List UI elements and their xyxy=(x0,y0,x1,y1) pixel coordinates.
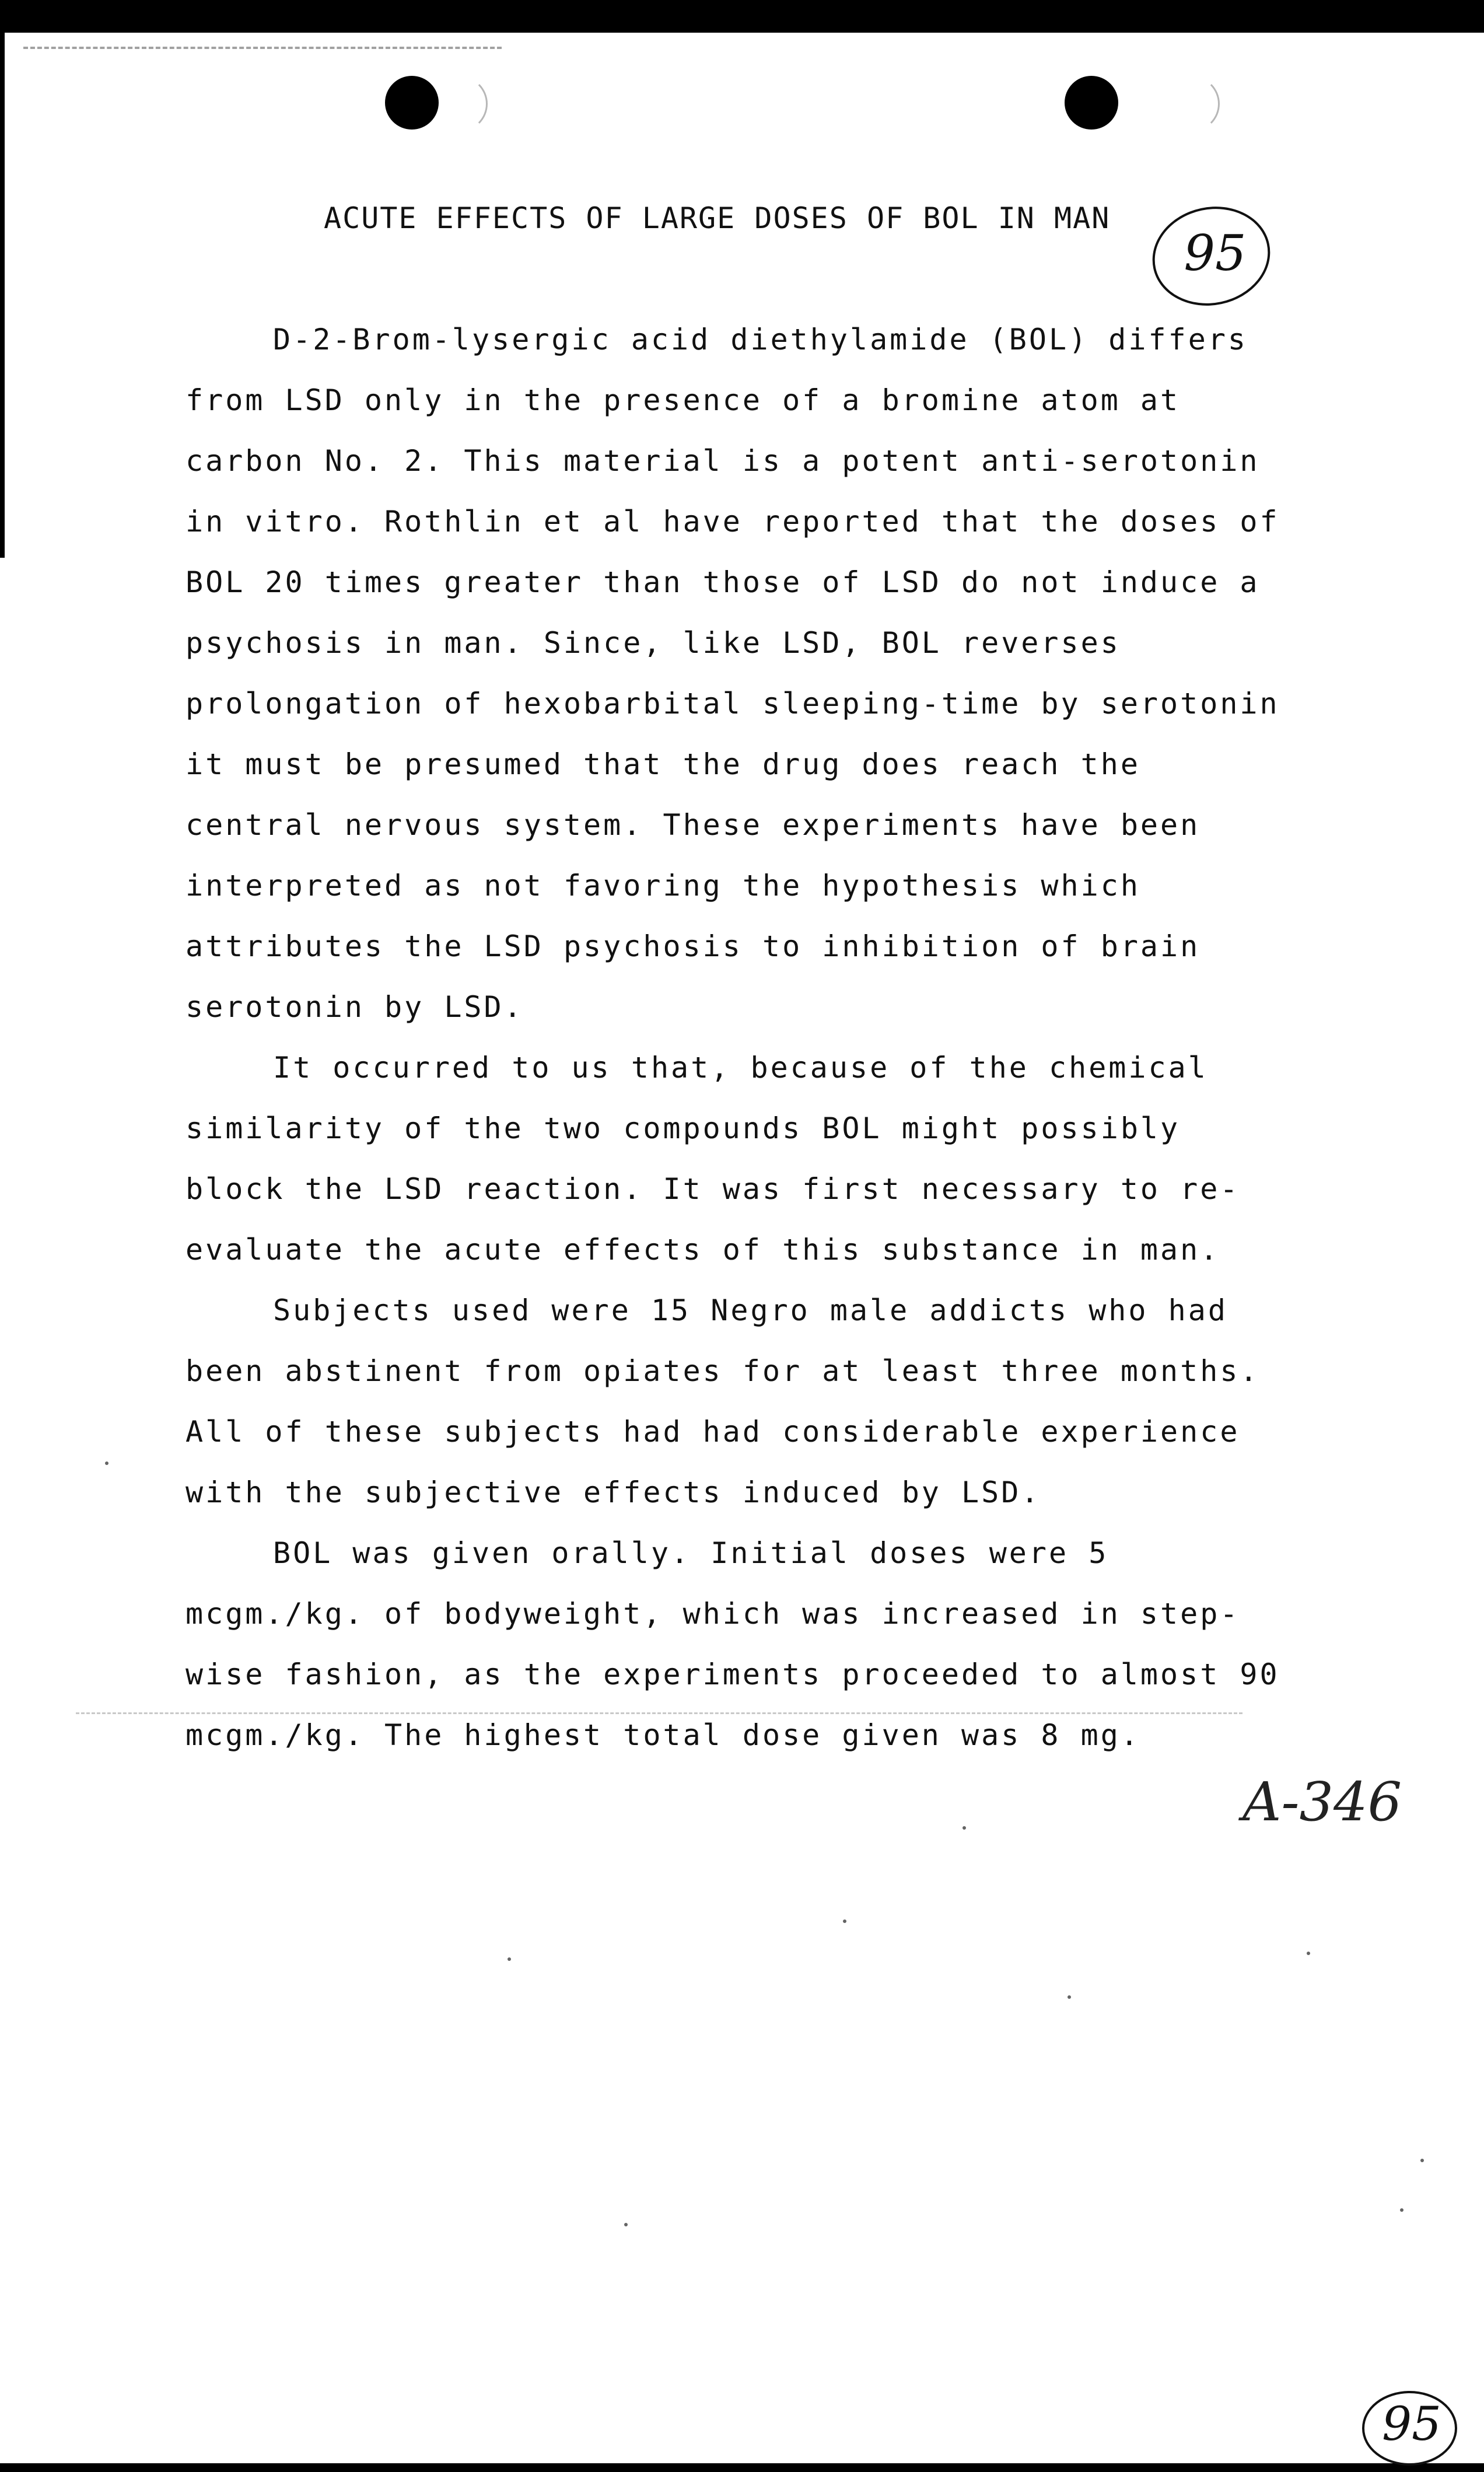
punch-hole-arc-right xyxy=(1164,76,1220,132)
scan-speck xyxy=(1068,1995,1071,1999)
scan-speck xyxy=(105,1461,108,1465)
punch-hole-left xyxy=(385,76,439,130)
scan-speck xyxy=(1307,1952,1310,1955)
paragraph-2: It occurred to us that, because of the chemical similarity of the two compounds BOL might possibly block the LSD reaction. It was first necessary to re-evaluate the acute effects of this substance in man. xyxy=(186,1051,1240,1267)
scan-top-noise xyxy=(23,47,502,57)
scan-speck xyxy=(843,1919,846,1923)
paragraph-4: BOL was given orally. Initial doses were 5 mcgm./kg. of bodyweight, which was increased in step-wise fashion, as the experiments proceeded to almost 90 mcgm./kg. The highest total dose given was 8 mg. xyxy=(186,1536,1280,1752)
punch-hole-right xyxy=(1065,76,1118,130)
scan-speck xyxy=(624,2223,628,2226)
handwritten-page-number-bottom: 95 xyxy=(1382,2397,1441,2451)
scan-dash-line xyxy=(76,1712,1242,1715)
handwritten-reference-code: A-346 xyxy=(1242,1771,1402,1833)
scan-speck xyxy=(1420,2159,1424,2162)
scan-top-border xyxy=(0,0,1484,33)
paragraph-1: D-2-Brom-lysergic acid diethylamide (BOL) differs from LSD only in the presence of a bromine atom at carbon No. 2. This material is a potent anti-serotonin in vitro. Rothlin et al have reported that the doses of BOL 20 times greater than those of LSD do not induce a psychosis in man. Since, like LSD, BOL reverses prolongation of hexobarbital sleeping-time by serotonin it must be presumed that the drug does reach the central nervous system. These experiments have been interpreted as not favoring the hypothesis which attributes the LSD psychosis to inhibition of brain serotonin by LSD. xyxy=(186,323,1280,1024)
handwritten-page-number-top: 95 xyxy=(1184,225,1247,282)
paragraph-3: Subjects used were 15 Negro male addicts who had been abstinent from opiates for at least three months. All of these subjects had had considerable experience with the subjective effects induced by LSD. xyxy=(186,1293,1260,1509)
punch-hole-arc-left xyxy=(432,76,488,132)
document-body xyxy=(186,309,1294,1765)
scan-bottom-border xyxy=(0,2463,1484,2472)
scan-speck xyxy=(1400,2208,1404,2212)
scan-speck xyxy=(963,1826,966,1830)
scan-speck xyxy=(508,1957,511,1961)
scan-left-border xyxy=(0,33,5,558)
document-title: ACUTE EFFECTS OF LARGE DOSES OF BOL IN MAN xyxy=(324,201,1111,235)
faint-scan-mark xyxy=(70,1844,245,1873)
